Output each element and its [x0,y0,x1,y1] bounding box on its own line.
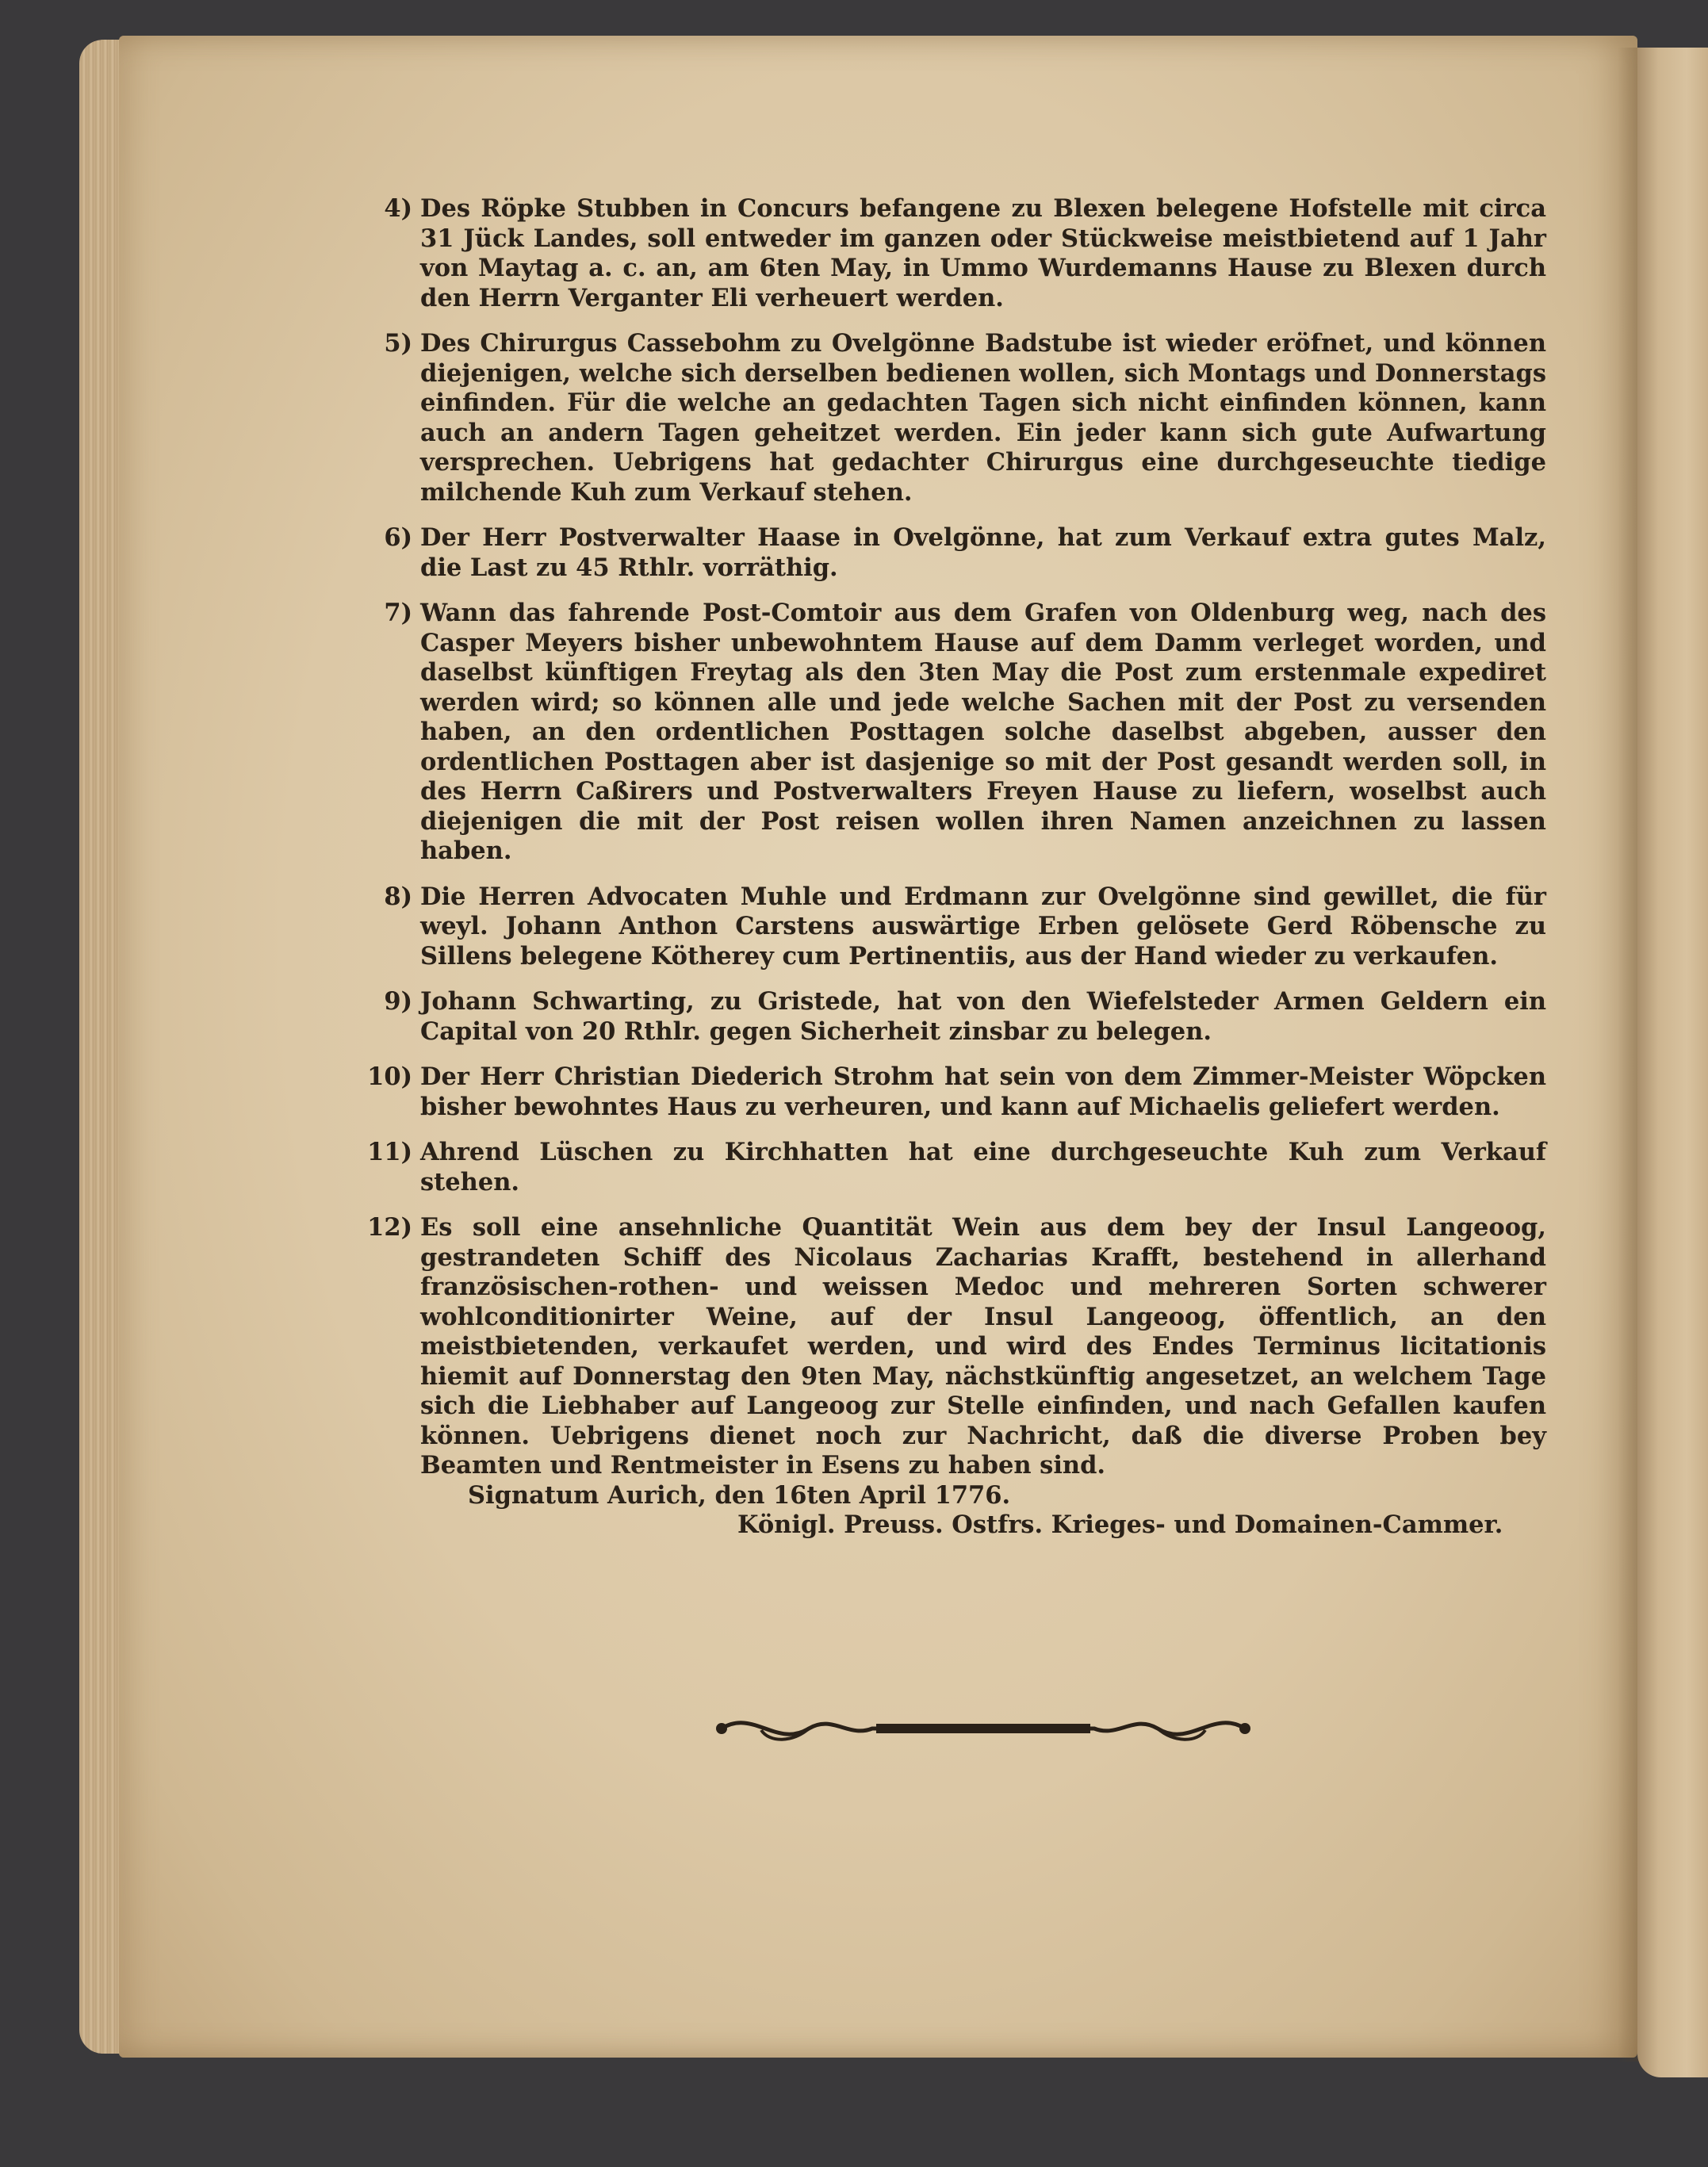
entry-text: Der Herr Christian Diederich Strohm hat sein von dem Zimmer-Meister Wöpcken bisher bewohntes Haus zu verheuren, und kann auf Michaelis geliefert werden. [420,1062,1546,1121]
entry-number: 11) [367,1138,412,1166]
notice-entry-5 [384,329,1546,507]
entry-number: 5) [384,329,412,358]
document-text [367,194,1546,1541]
entry-number: 4) [384,194,412,223]
notice-entry-9 [384,987,1546,1047]
entry-number: 10) [367,1062,412,1091]
notice-entry-10 [367,1062,1546,1122]
notice-entry-11 [367,1138,1546,1197]
facing-page-edge [1637,48,1708,2077]
signature-block [420,1481,1546,1541]
entry-number: 9) [384,987,412,1016]
notice-entry-4 [384,194,1546,313]
signature-authority: Königl. Preuss. Ostfrs. Krieges- und Domainen-Cammer. [737,1510,1503,1539]
decorative-flourish-icon [706,1705,1261,1752]
entry-text: Es soll eine ansehnliche Quantität Wein aus dem bey der Insul Langeoog, gestrandeten Schiff des Nicolaus Zacharias Krafft, bestehend in allerhand französischen-rothen- und weissen Medoc und mehreren Sorten schwerer wohlconditionirter Weine, auf der Insul Langeoog, öffentlich, an den meistbietenden, verkaufet werden, und wird des Endes Terminus licitationis hiemit auf Donnerstag den 9ten May, nächstkünftig angesetzet, an welchem Tage sich die Liebhaber auf Langeoog zur Stelle einfinden, und nach Gefallen kaufen können. Uebrigens dienet noch zur Nachricht, daß die diverse Proben bey Beamten und Rentmeister in Esens zu haben sind. [420,1213,1546,1480]
entry-number: 6) [384,523,412,552]
signature-place-date: Signatum Aurich, den 16ten April 1776. [468,1480,1011,1510]
entry-text: Wann das fahrende Post-Comtoir aus dem Grafen von Oldenburg weg, nach des Casper Meyers bisher unbewohntem Hause auf dem Damm verleget worden, und daselbst künftigen Freytag als den 3ten May die Post zum erstenmale expediret werden wird; so können alle und jede welche Sachen mit der Post zu versenden haben, an den ordentlichen Posttagen solche daselbst abgeben, ausser den ordentlichen Posttagen aber ist dasjenige so mit der Post gesandt werden soll, in des Herrn Caßirers und Postverwalters Freyen Hause zu liefern, woselbst auch diejenigen die mit der Post reisen wollen ihren Namen anzeichnen zu lassen haben. [420,599,1546,865]
notice-entry-6 [384,523,1546,583]
entry-text: Johann Schwarting, zu Gristede, hat von den Wiefelsteder Armen Geldern ein Capital von 20 Rthlr. gegen Sicherheit zinsbar zu belegen. [420,987,1546,1046]
entry-text: Die Herren Advocaten Muhle und Erdmann zur Ovelgönne sind gewillet, die für weyl. Johann Anthon Carstens auswärtige Erben gelösete Gerd Röbensche zu Sillens belegene Kötherey cum Pertinentiis, aus der Hand wieder zu verkaufen. [420,882,1546,971]
entry-number: 12) [367,1213,412,1242]
notice-entry-12 [367,1213,1546,1481]
entry-text: Des Röpke Stubben in Concurs befangene zu Blexen belegene Hofstelle mit circa 31 Jück Landes, soll entweder im ganzen oder Stückweise meistbietend auf 1 Jahr von Maytag a. c. an, am 6ten May, in Ummo Wurdemanns Hause zu Blexen durch den Herrn Verganter Eli verheuert werden. [420,194,1546,312]
entry-number: 7) [384,599,412,627]
entry-text: Der Herr Postverwalter Haase in Ovelgönne, hat zum Verkauf extra gutes Malz, die Last zu 45 Rthlr. vorräthig. [420,523,1546,582]
entry-text: Des Chirurgus Cassebohm zu Ovelgönne Badstube ist wieder eröfnet, und können diejenigen, welche sich derselben bedienen wollen, sich Montags und Donnerstags einfinden. Für die welche an gedachten Tagen sich nicht einfinden können, kann auch an andern Tagen geheitzet werden. Ein jeder kann sich gute Aufwartung versprechen. Uebrigens hat gedachter Chirurgus eine durchgeseuchte tiedige milchende Kuh zum Verkauf stehen. [420,329,1546,507]
entry-number: 8) [384,882,412,911]
notice-entry-8 [384,882,1546,972]
entry-text: Ahrend Lüschen zu Kirchhatten hat eine durchgeseuchte Kuh zum Verkauf stehen. [420,1138,1546,1196]
notice-entry-7 [384,599,1546,867]
